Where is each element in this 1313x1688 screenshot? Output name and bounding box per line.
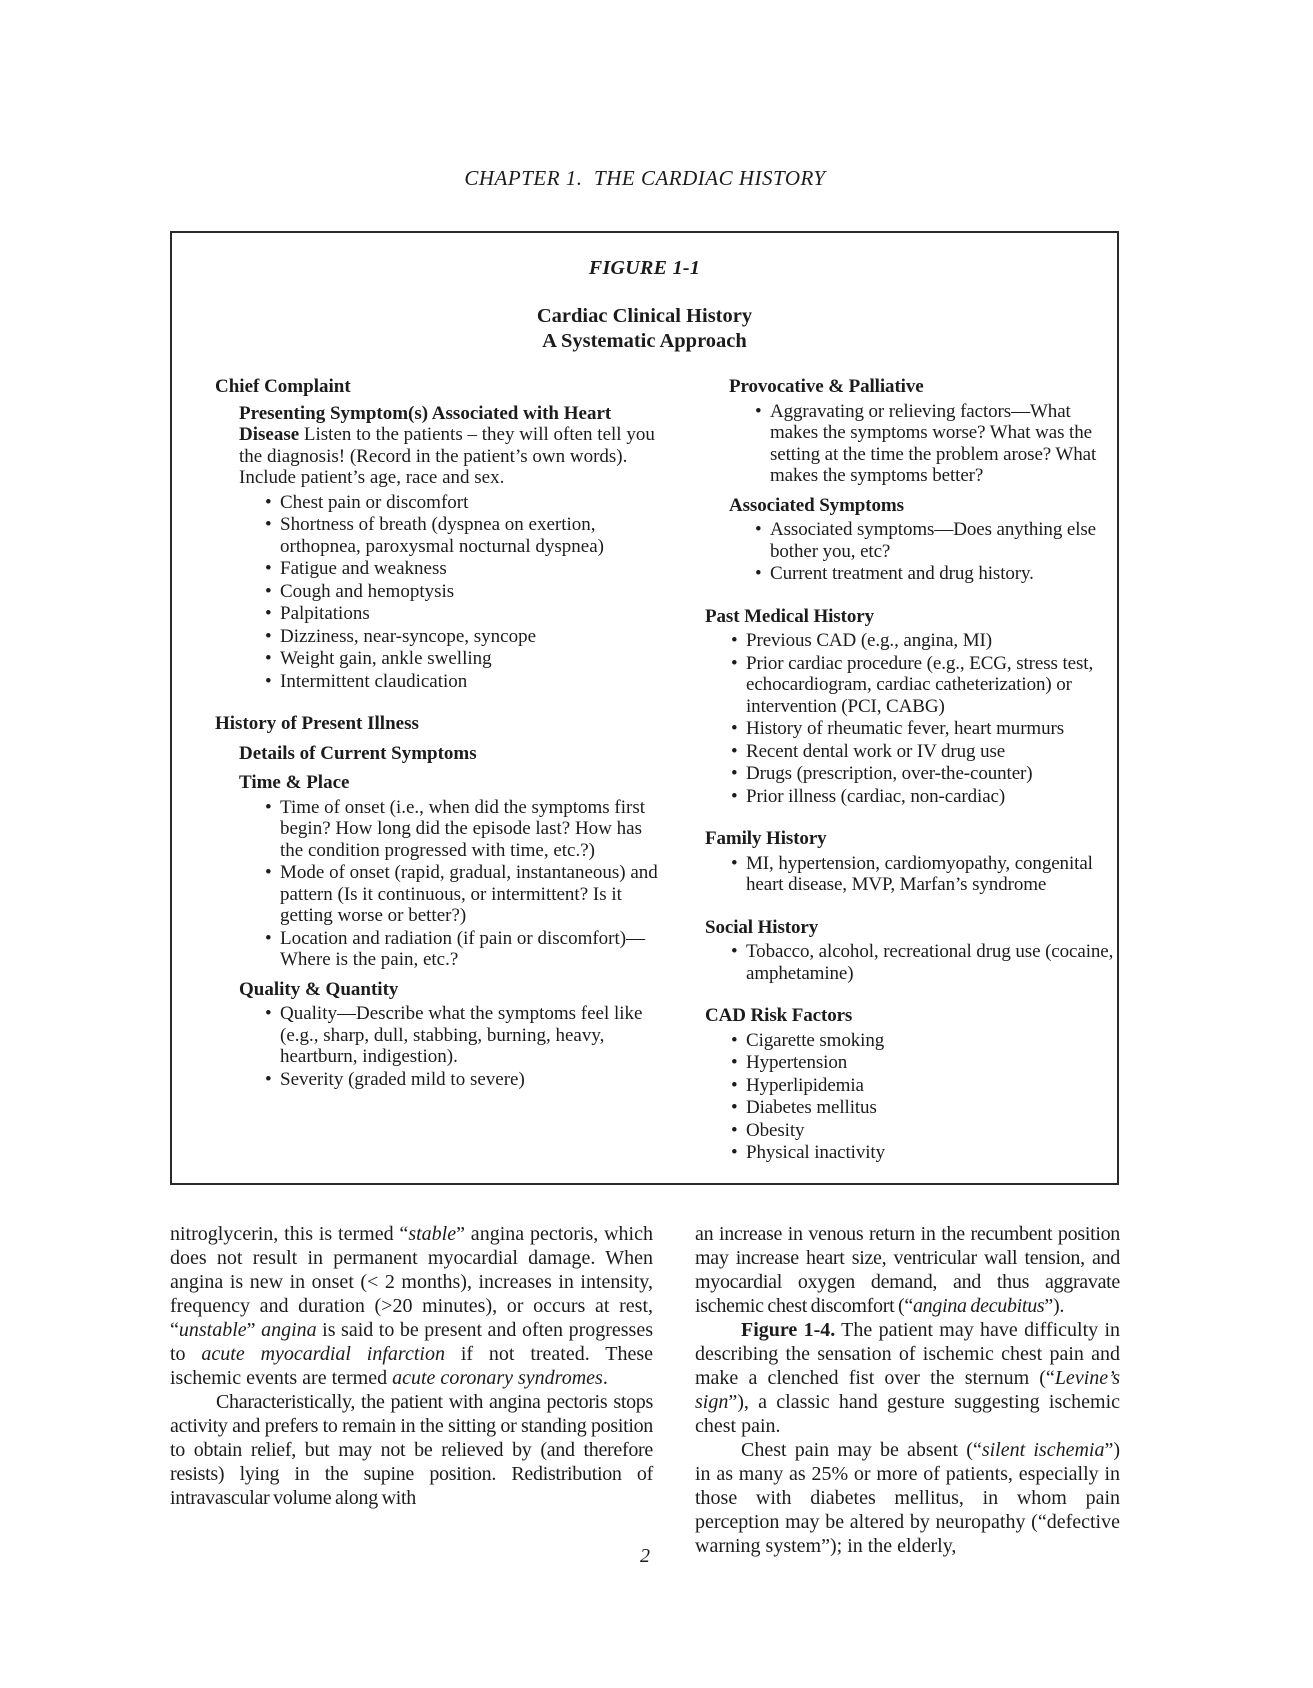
text-segment: ” angina pectoris, which does not result in permanent myocardial damage. When angina is new in onset (< 2 months), increases in intensity, frequency and duration (>20 minutes), or occurs at rest, “: [170, 1223, 653, 1341]
paragraph: [170, 1222, 653, 1390]
text-segment-italic: Levine’s sign: [695, 1367, 1120, 1413]
bullet-item: • Obesity: [731, 1120, 1117, 1142]
paragraph: [695, 1318, 1120, 1438]
bullet-item: • Prior cardiac procedure (e.g., ECG, stress test, echocardiogram, cardiac catheterization) or intervention (PCI, CABG): [731, 653, 1117, 718]
figure-title-line2: A Systematic Approach: [542, 330, 747, 352]
text-segment-italic: unstable: [178, 1319, 247, 1341]
paragraph: [170, 1390, 653, 1510]
bullet-item: • Shortness of breath (dyspnea on exertion, orthopnea, paroxysmal nocturnal dyspnea): [265, 514, 662, 557]
text-segment-italic: acute myocardial infarction: [201, 1343, 445, 1365]
bullet-item: • Hyperlipidemia: [731, 1075, 1117, 1097]
provocative-bullet-list: [755, 401, 1117, 487]
cad-risk-bullet-list: [731, 1030, 1117, 1164]
chapter-heading: CHAPTER 1. THE CARDIAC HISTORY: [464, 166, 826, 190]
heading-social-history: Social History: [705, 916, 819, 938]
text-segment-italic: stable: [408, 1223, 457, 1245]
text-segment: is said to be present and often progresses to: [170, 1319, 653, 1365]
text-segment: Listen to the patients – they will often tell you the diagnosis! (Record in the patient’s own words). Include patient’s age, race and sex.: [239, 424, 655, 488]
bullet-item: • Hypertension: [731, 1052, 1117, 1074]
bullet-item: • Dizziness, near-syncope, syncope: [265, 626, 662, 648]
bullet-item: • MI, hypertension, cardiomyopathy, congenital heart disease, MVP, Marfan’s syndrome: [731, 853, 1117, 896]
bullet-item: • Mode of onset (rapid, gradual, instantaneous) and pattern (Is it continuous, or intermittent? Is it getting worse or better?): [265, 862, 662, 927]
text-segment: an increase in venous return in the recumbent position may increase heart size, ventricular wall tension, and myocardial oxygen demand, and thus aggravate ischemic chest discomfort (“: [695, 1223, 1120, 1317]
text-segment: ”).: [1044, 1295, 1065, 1317]
bullet-item: • Drugs (prescription, over-the-counter): [731, 763, 1117, 785]
quality-bullet-list: [265, 1003, 662, 1090]
text-segment: if not treated. These ischemic events are termed: [170, 1343, 653, 1389]
text-segment: ”: [246, 1319, 262, 1341]
social-history-bullet-list: [731, 941, 1117, 984]
body-right-column: [695, 1222, 1120, 1558]
associated-bullet-list: [755, 519, 1117, 585]
heading-time-place: Time & Place: [239, 772, 350, 793]
bullet-item: • Associated symptoms—Does anything else bother you, etc?: [755, 519, 1117, 562]
figure-box: [170, 231, 1119, 1185]
bullet-item: • Severity (graded mild to severe): [265, 1069, 662, 1091]
heading-past-medical-history: Past Medical History: [705, 605, 874, 627]
figure-title: [172, 304, 1117, 354]
symptom-bullet-list: [265, 492, 662, 693]
heading-quality-quantity: Quality & Quantity: [239, 978, 399, 1000]
text-segment: Chest pain may be absent (“: [741, 1439, 982, 1461]
bullet-item: • Fatigue and weakness: [265, 558, 662, 580]
text-segment-italic: silent ischemia: [981, 1439, 1105, 1461]
text-segment: Characteristically, the patient with angina pectoris stops activity and prefers to remain in the sitting or standing position to obtain relief, but may not be relieved by (and therefore resists) lying in the supine position. Redistribution of intravascular volume along with: [170, 1391, 653, 1509]
heading-cad-risk-factors: CAD Risk Factors: [705, 1005, 853, 1026]
page-number: 2: [640, 1545, 650, 1567]
figure-right-column: [705, 376, 1117, 1167]
presenting-symptoms-lead: Presenting Symptom(s) Associated with Heart Disease: [239, 402, 612, 445]
body-text-area: [170, 1222, 1120, 1558]
bullet-item: • Intermittent claudication: [265, 671, 662, 693]
paragraph: [695, 1222, 1120, 1318]
bullet-item: • Cough and hemoptysis: [265, 581, 662, 603]
bullet-item: • Aggravating or relieving factors—What makes the symptoms worse? What was the setting at the time the problem arose? What makes the symptoms better?: [755, 401, 1117, 487]
time-place-bullet-list: [265, 797, 662, 971]
figure-left-column: [215, 376, 662, 1167]
bullet-item: • Diabetes mellitus: [731, 1097, 1117, 1119]
bullet-item: • Palpitations: [265, 603, 662, 625]
bullet-item: • Weight gain, ankle swelling: [265, 648, 662, 670]
text-segment: ”), a classic hand gesture suggesting ischemic chest pain.: [695, 1391, 1120, 1437]
heading-chief-complaint: Chief Complaint: [215, 376, 351, 397]
paragraph: [695, 1438, 1120, 1558]
text-segment-italic: angina decubitus: [912, 1295, 1045, 1317]
text-segment: ”) in as many as 25% or more of patients, especially in those with diabetes mellitus, in whom pain perception may be altered by neuropathy (“defective warning system”); in the elderly,: [695, 1439, 1120, 1557]
text-segment-italic: angina: [261, 1319, 317, 1341]
heading-associated-symptoms: Associated Symptoms: [729, 494, 904, 516]
figure-columns: [172, 376, 1117, 1167]
text-segment: .: [602, 1367, 608, 1389]
figure-title-line1: Cardiac Clinical History: [536, 305, 753, 327]
past-medical-bullet-list: [731, 630, 1117, 807]
bullet-item: • Recent dental work or IV drug use: [731, 741, 1117, 763]
heading-provocative-palliative: Provocative & Palliative: [729, 376, 924, 397]
heading-family-history: Family History: [705, 828, 827, 849]
bullet-item: • Time of onset (i.e., when did the symptoms first begin? How long did the episode last? How has the condition progressed with time, etc.?): [265, 797, 662, 862]
body-left-column: [170, 1222, 653, 1558]
figure-label: FIGURE 1-1: [588, 257, 701, 279]
bullet-item: • Cigarette smoking: [731, 1030, 1117, 1052]
family-history-bullet-list: [731, 853, 1117, 896]
figure-reference-bold: Figure 1-4.: [741, 1319, 836, 1341]
heading-history-present-illness: History of Present Illness: [215, 713, 419, 734]
text-segment: The patient may have difficulty in describing the sensation of ischemic chest pain and make a clenched fist over the sternum (“: [695, 1319, 1120, 1389]
bullet-item: • Chest pain or discomfort: [265, 492, 662, 514]
bullet-item: • Location and radiation (if pain or discomfort)—Where is the pain, etc.?: [265, 928, 662, 971]
heading-details-current-symptoms: Details of Current Symptoms: [239, 742, 477, 764]
bullet-item: • Current treatment and drug history.: [755, 563, 1117, 585]
bullet-item: • Prior illness (cardiac, non-cardiac): [731, 786, 1117, 808]
presenting-symptoms-paragraph: [239, 403, 662, 489]
bullet-item: • Quality—Describe what the symptoms feel like (e.g., sharp, dull, stabbing, burning, heavy, heartburn, indigestion).: [265, 1003, 662, 1068]
bullet-item: • Tobacco, alcohol, recreational drug use (cocaine, amphetamine): [731, 941, 1117, 984]
bullet-item: • History of rheumatic fever, heart murmurs: [731, 718, 1117, 740]
text-segment-italic: acute coronary syndromes: [392, 1367, 603, 1389]
bullet-item: • Previous CAD (e.g., angina, MI): [731, 630, 1117, 652]
bullet-item: • Physical inactivity: [731, 1142, 1117, 1164]
text-segment: nitroglycerin, this is termed “: [170, 1223, 409, 1245]
